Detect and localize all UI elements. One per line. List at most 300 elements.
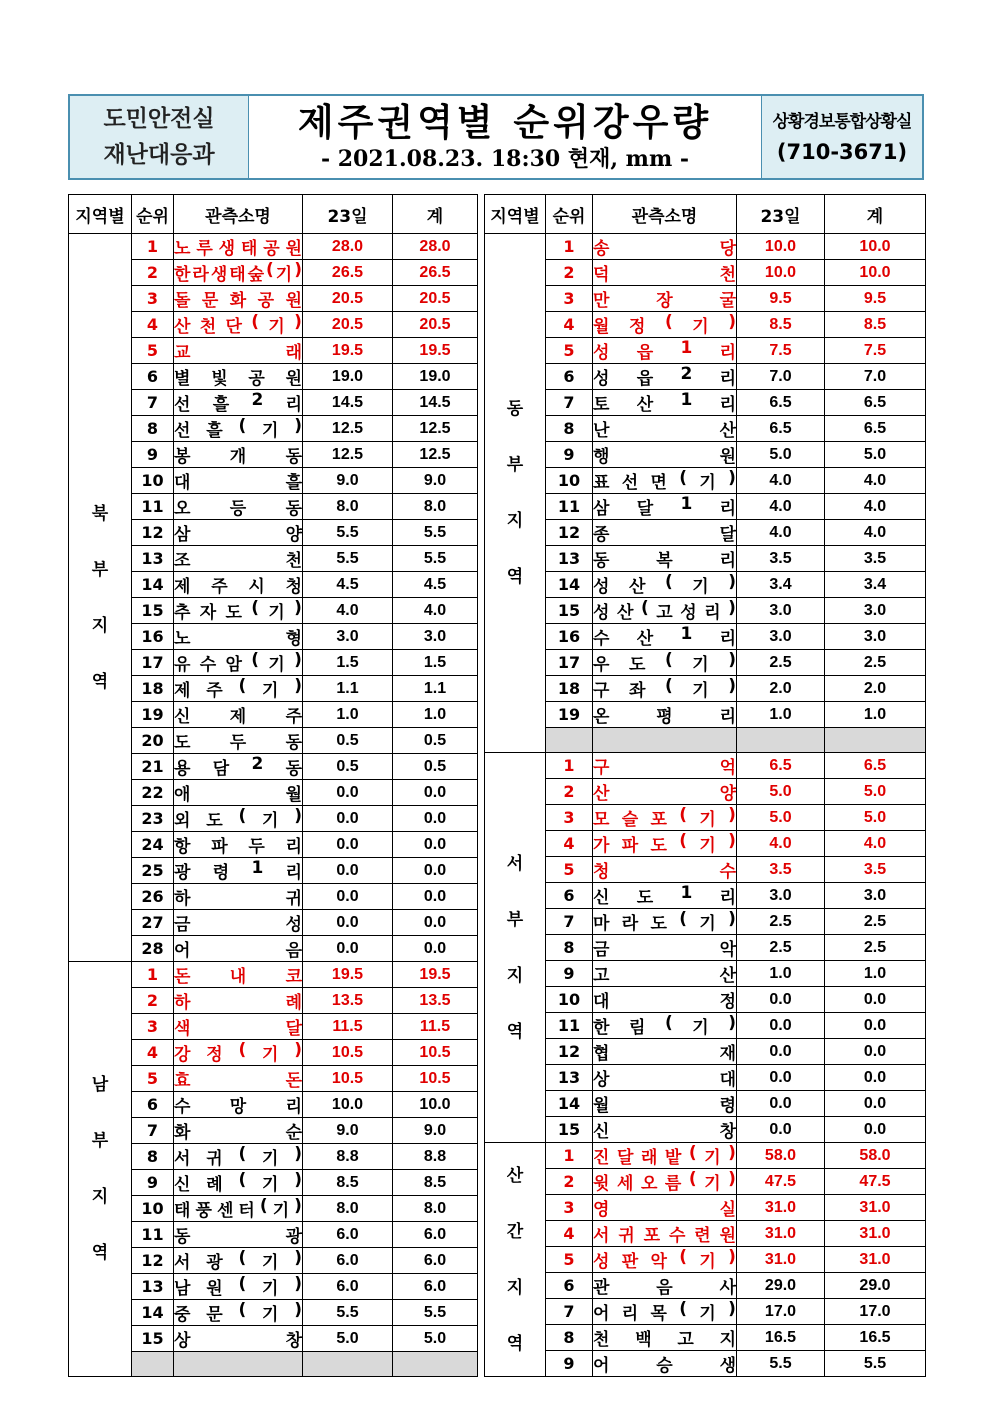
station-cell: 서 귀 포 수 련 원 [593,1221,737,1247]
station-cell: 신 례 ( 기 ) [174,1170,302,1195]
total-rain-cell: 31.0 [825,1221,926,1247]
rank-cell: 6 [546,364,593,390]
rank-cell: 8 [546,416,593,442]
total-rain-cell: 0.0 [393,832,478,858]
rank-cell: 6 [132,364,174,390]
rank-cell: 13 [546,1065,593,1091]
station-cell: 돌 문 화 공 원 [174,286,303,312]
day-rain-cell: 29.0 [737,1273,825,1299]
table-row [485,1143,926,1169]
total-rain-cell: 17.0 [825,1299,926,1325]
total-rain-cell: 0.5 [393,754,478,780]
rank-cell: 18 [546,676,593,702]
table-row [69,234,478,260]
col-region: 지역별 [485,195,546,234]
day-rain-cell: 19.5 [303,338,393,364]
total-rain-cell: 7.0 [825,364,926,390]
total-rain-cell: 6.5 [825,390,926,416]
day-rain-cell: 5.5 [303,1300,393,1326]
rank-cell: 7 [546,1299,593,1325]
total-rain-cell: 13.5 [393,988,478,1014]
rank-cell: 4 [546,1221,593,1247]
total-rain-cell: 4.0 [825,831,926,857]
day-rain-cell: 6.5 [737,416,825,442]
table-row [485,883,926,909]
station-cell: 대 정 [593,987,737,1013]
total-rain-cell: 12.5 [393,442,478,468]
station-cell: 월 령 [593,1091,737,1117]
total-rain-cell: 11.5 [393,1014,478,1040]
station-cell: 우 도 ( 기 ) [593,650,736,675]
rank-cell: 1 [546,753,593,779]
total-rain-cell: 20.5 [393,286,478,312]
station-cell: 색 달 [174,1014,303,1040]
rank-cell: 15 [546,1117,593,1143]
station-cell: 온 평 리 [593,702,737,728]
rank-cell: 9 [546,961,593,987]
rank-cell: 2 [132,988,174,1014]
rank-cell: 12 [132,1248,174,1274]
rank-cell: 16 [546,624,593,650]
total-rain-cell: 1.0 [825,961,926,987]
table-row [485,572,926,598]
day-rain-cell: 6.5 [737,753,825,779]
table-row [69,962,478,988]
table-row [485,468,926,494]
station-cell: 유 수 암 ( 기 ) [174,650,302,675]
total-rain-cell: 31.0 [825,1195,926,1221]
rank-cell: 20 [132,728,174,754]
station-cell: 종 달 [593,520,737,546]
station-cell: 진 달 래 밭 ( 기 ) [593,1143,736,1169]
office-name: 상황경보통합상황실 [772,112,912,132]
rank-cell: 27 [132,910,174,936]
station-cell: 성 읍 2 리 [593,364,736,389]
station-cell: 서 광 ( 기 ) [174,1248,302,1273]
total-rain-cell: 0.0 [825,987,926,1013]
day-rain-cell: 9.5 [737,286,825,312]
station-cell: 신 제 주 [174,702,303,728]
total-rain-cell: 14.5 [393,390,478,416]
table-body-left [69,234,478,1377]
table-row [485,961,926,987]
rank-cell: 14 [546,1091,593,1117]
day-rain-cell: 3.0 [737,598,825,624]
station-cell: 상 창 [174,1326,303,1352]
day-rain-cell: 19.5 [303,962,393,988]
station-cell: 산 양 [593,779,737,805]
rank-cell: 5 [546,1247,593,1273]
day-rain-cell: 5.5 [303,546,393,572]
station-cell: 표 선 면 ( 기 ) [593,468,736,493]
station-cell: 윗 세 오 름 ( 기 ) [593,1169,736,1195]
day-rain-cell: 13.5 [303,988,393,1014]
rank-cell: 25 [132,858,174,884]
rank-cell: 3 [132,286,174,312]
station-cell: 동 광 [174,1222,303,1248]
table-row [485,1065,926,1091]
total-rain-cell: 5.0 [825,442,926,468]
day-rain-cell [737,728,825,753]
day-rain-cell: 26.5 [303,260,393,286]
table-row [485,338,926,364]
rank-cell: 11 [132,494,174,520]
table-row [485,909,926,935]
rank-cell: 8 [132,1144,174,1170]
day-rain-cell: 5.0 [737,805,825,831]
rank-cell: 8 [546,935,593,961]
col-region: 지역별 [69,195,132,234]
total-rain-cell: 19.5 [393,962,478,988]
day-rain-cell: 2.0 [737,676,825,702]
day-rain-cell: 4.0 [737,831,825,857]
station-cell: 항 파 두 리 [174,832,303,858]
table-row [485,1195,926,1221]
table-row [485,987,926,1013]
station-cell: 추 자 도 ( 기 ) [174,598,302,623]
rank-cell: 3 [132,1014,174,1040]
rank-cell: 9 [546,1351,593,1377]
rank-cell: 14 [132,572,174,598]
col-total: 계 [825,195,926,234]
table-row [485,1273,926,1299]
day-rain-cell: 0.0 [303,780,393,806]
table-row [485,364,926,390]
total-rain-cell: 0.0 [393,806,478,832]
total-rain-cell: 5.0 [825,779,926,805]
total-rain-cell: 6.0 [393,1248,478,1274]
total-rain-cell: 1.0 [393,702,478,728]
day-rain-cell: 12.5 [303,416,393,442]
col-day: 23일 [303,195,393,234]
rank-cell: 14 [546,572,593,598]
day-rain-cell: 6.0 [303,1274,393,1300]
day-rain-cell: 3.4 [737,572,825,598]
total-rain-cell: 8.0 [393,1196,478,1222]
rank-cell: 7 [132,1118,174,1144]
day-rain-cell: 3.5 [737,857,825,883]
station-cell: 구 좌 ( 기 ) [593,676,736,701]
table-row [485,831,926,857]
total-rain-cell: 0.0 [393,884,478,910]
table-row [485,286,926,312]
total-rain-cell: 5.0 [825,805,926,831]
station-cell: 성 읍 1 리 [593,338,736,363]
total-rain-cell: 10.5 [393,1066,478,1092]
station-cell: 조 천 [174,546,303,572]
table-row [485,702,926,728]
table-row [485,1351,926,1377]
rank-cell: 14 [132,1300,174,1326]
col-rank: 순위 [132,195,174,234]
station-cell [593,728,737,753]
day-rain-cell: 14.5 [303,390,393,416]
rank-cell: 17 [546,650,593,676]
table-row [485,260,926,286]
rank-cell: 7 [546,390,593,416]
rank-cell: 11 [546,1013,593,1039]
day-rain-cell: 4.0 [737,468,825,494]
station-cell: 도 두 동 [174,728,303,754]
station-cell: 천 백 고 지 [593,1325,737,1351]
station-cell: 어 리 목 ( 기 ) [593,1299,736,1325]
day-rain-cell: 3.0 [303,624,393,650]
total-rain-cell: 3.4 [825,572,926,598]
rank-cell: 11 [132,1222,174,1248]
station-cell: 성 판 악 ( 기 ) [593,1247,736,1273]
rank-cell: 5 [132,338,174,364]
station-cell: 남 원 ( 기 ) [174,1274,302,1299]
day-rain-cell: 0.0 [303,832,393,858]
station-cell: 애 월 [174,780,303,806]
table-header-row [485,195,926,234]
rank-cell: 9 [546,442,593,468]
rank-cell: 9 [132,1170,174,1196]
rank-cell: 6 [546,1273,593,1299]
day-rain-cell: 6.0 [303,1248,393,1274]
total-rain-cell: 9.5 [825,286,926,312]
table-row [485,1299,926,1325]
total-rain-cell: 47.5 [825,1169,926,1195]
total-rain-cell: 16.5 [825,1325,926,1351]
table-row [485,779,926,805]
rank-cell: 15 [132,1326,174,1352]
rank-cell: 13 [546,546,593,572]
rank-cell: 22 [132,780,174,806]
total-rain-cell: 0.0 [393,936,478,962]
rank-cell: 2 [546,779,593,805]
total-rain-cell: 6.5 [825,753,926,779]
day-rain-cell: 31.0 [737,1195,825,1221]
total-rain-cell: 6.0 [393,1274,478,1300]
total-rain-cell: 20.5 [393,312,478,338]
rank-cell: 1 [132,234,174,260]
day-rain-cell: 1.5 [303,650,393,676]
station-cell: 선 흘 2 리 [174,390,302,415]
day-rain-cell: 10.0 [737,260,825,286]
total-rain-cell: 0.0 [825,1013,926,1039]
table-row [485,546,926,572]
region-label: 서 부 지 역 [485,753,546,1143]
station-cell: 오 등 동 [174,494,303,520]
table-row [485,1325,926,1351]
station-cell: 화 순 [174,1118,303,1144]
total-rain-cell: 2.5 [825,650,926,676]
station-cell: 청 수 [593,857,737,883]
total-rain-cell: 8.5 [393,1170,478,1196]
rank-cell: 1 [546,234,593,260]
station-cell: 제 주 시 청 [174,572,303,598]
day-rain-cell: 0.0 [737,987,825,1013]
total-rain-cell: 0.0 [825,1091,926,1117]
total-rain-cell: 0.0 [393,910,478,936]
station-cell: 산 천 단 ( 기 ) [174,312,302,337]
rank-cell: 2 [546,1169,593,1195]
day-rain-cell: 3.0 [737,883,825,909]
rank-cell: 26 [132,884,174,910]
rank-cell: 23 [132,806,174,832]
total-rain-cell: 31.0 [825,1247,926,1273]
total-rain-cell: 1.5 [393,650,478,676]
day-rain-cell: 31.0 [737,1221,825,1247]
station-cell: 금 성 [174,910,303,936]
rank-cell: 8 [546,1325,593,1351]
day-rain-cell: 10.0 [303,1092,393,1118]
day-rain-cell: 0.0 [303,936,393,962]
day-rain-cell: 31.0 [737,1247,825,1273]
day-rain-cell: 4.0 [737,494,825,520]
total-rain-cell: 9.0 [393,468,478,494]
rank-cell: 28 [132,936,174,962]
rank-cell: 3 [546,805,593,831]
day-rain-cell: 58.0 [737,1143,825,1169]
total-rain-cell: 3.0 [825,624,926,650]
station-cell: 덕 천 [593,260,737,286]
total-rain-cell: 0.0 [825,1117,926,1143]
report-header [68,94,924,180]
region-label: 남 부 지 역 [69,962,132,1377]
total-rain-cell: 2.5 [825,909,926,935]
day-rain-cell: 0.0 [303,910,393,936]
station-cell: 강 정 ( 기 ) [174,1040,302,1065]
col-day: 23일 [737,195,825,234]
day-rain-cell: 0.0 [737,1117,825,1143]
rank-cell: 5 [546,338,593,364]
day-rain-cell: 19.0 [303,364,393,390]
day-rain-cell: 2.5 [737,935,825,961]
station-cell: 서 귀 ( 기 ) [174,1144,302,1169]
region-label: 동 부 지 역 [485,234,546,753]
total-rain-cell: 8.8 [393,1144,478,1170]
table-row [485,676,926,702]
rank-cell: 4 [132,1040,174,1066]
day-rain-cell: 8.0 [303,494,393,520]
total-rain-cell: 0.0 [393,858,478,884]
table-row [485,234,926,260]
total-rain-cell: 5.5 [393,546,478,572]
rank-cell: 12 [546,520,593,546]
total-rain-cell: 4.0 [825,520,926,546]
station-cell: 신 창 [593,1117,737,1143]
table-row [485,1091,926,1117]
rank-cell: 24 [132,832,174,858]
total-rain-cell: 26.5 [393,260,478,286]
total-rain-cell: 8.5 [825,312,926,338]
total-rain-cell: 0.0 [825,1065,926,1091]
station-cell [174,1352,303,1377]
day-rain-cell: 0.0 [737,1091,825,1117]
rank-cell: 13 [132,546,174,572]
day-rain-cell: 5.0 [737,442,825,468]
table-row [485,312,926,338]
day-rain-cell: 0.0 [303,884,393,910]
station-cell: 신 도 1 리 [593,883,736,909]
department-line-1: 도민안전실 [103,106,215,132]
day-rain-cell: 1.0 [303,702,393,728]
rank-cell: 7 [546,909,593,935]
day-rain-cell: 0.0 [303,858,393,884]
total-rain-cell: 4.0 [825,468,926,494]
station-cell: 외 도 ( 기 ) [174,806,302,831]
day-rain-cell [303,1352,393,1377]
total-rain-cell: 6.5 [825,416,926,442]
rank-cell: 17 [132,650,174,676]
day-rain-cell: 3.5 [737,546,825,572]
total-rain-cell: 7.5 [825,338,926,364]
table-row [485,650,926,676]
day-rain-cell: 8.8 [303,1144,393,1170]
station-cell: 한 라 생 태 숲 ( 기 ) [174,260,302,285]
day-rain-cell: 28.0 [303,234,393,260]
rank-cell: 2 [546,260,593,286]
day-rain-cell: 6.0 [303,1222,393,1248]
rank-cell: 3 [546,1195,593,1221]
station-cell: 영 실 [593,1195,737,1221]
station-cell: 교 래 [174,338,303,364]
day-rain-cell: 17.0 [737,1299,825,1325]
day-rain-cell: 0.0 [737,1065,825,1091]
total-rain-cell [393,1352,478,1377]
total-rain-cell: 9.0 [393,1118,478,1144]
total-rain-cell: 4.5 [393,572,478,598]
day-rain-cell: 0.0 [737,1013,825,1039]
table-row [485,598,926,624]
day-rain-cell: 7.0 [737,364,825,390]
table-row [485,416,926,442]
station-cell: 한 림 ( 기 ) [593,1013,736,1039]
station-cell: 금 악 [593,935,737,961]
station-cell: 노 형 [174,624,303,650]
total-rain-cell: 3.0 [825,598,926,624]
day-rain-cell: 0.0 [303,806,393,832]
day-rain-cell: 3.0 [737,624,825,650]
table-row [485,442,926,468]
table-row [485,857,926,883]
rank-cell: 12 [546,1039,593,1065]
day-rain-cell: 9.0 [303,468,393,494]
station-cell: 협 재 [593,1039,737,1065]
station-cell: 마 라 도 ( 기 ) [593,909,736,935]
day-rain-cell: 2.5 [737,909,825,935]
station-cell: 모 슬 포 ( 기 ) [593,805,736,831]
region-label: 산 간 지 역 [485,1143,546,1377]
total-rain-cell: 5.5 [393,520,478,546]
station-cell: 어 음 [174,936,303,962]
total-rain-cell: 10.0 [825,234,926,260]
day-rain-cell: 5.0 [303,1326,393,1352]
day-rain-cell: 0.5 [303,754,393,780]
station-cell: 하 귀 [174,884,303,910]
station-cell: 돈 내 코 [174,962,303,988]
station-cell: 대 흘 [174,468,303,494]
total-rain-cell: 4.0 [393,598,478,624]
rank-cell [546,728,593,753]
total-rain-cell: 1.1 [393,676,478,702]
day-rain-cell: 20.5 [303,312,393,338]
total-rain-cell: 3.5 [825,857,926,883]
station-cell: 노 루 생 태 공 원 [174,234,303,260]
station-cell: 상 대 [593,1065,737,1091]
rainfall-table-right [484,194,926,1377]
day-rain-cell: 5.0 [737,779,825,805]
table-row [485,624,926,650]
day-rain-cell: 6.5 [737,390,825,416]
rank-cell: 15 [132,598,174,624]
title-box [249,96,761,178]
table-row [485,1221,926,1247]
station-cell: 고 산 [593,961,737,987]
col-total: 계 [393,195,478,234]
